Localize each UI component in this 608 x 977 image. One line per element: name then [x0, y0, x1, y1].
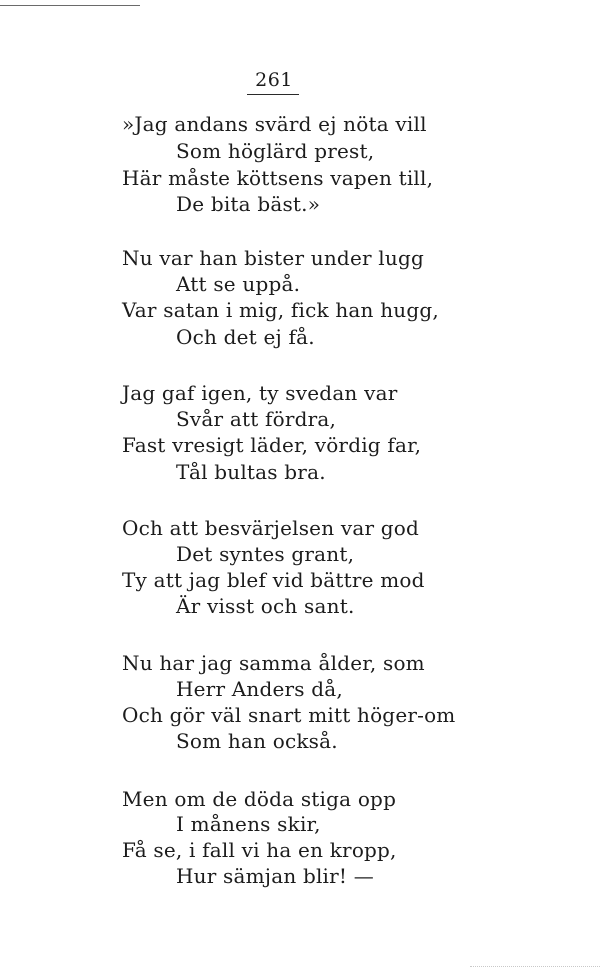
poem-line: Få se, i fall vi ha en kropp,	[122, 838, 397, 862]
poem-line: Och det ej få.	[176, 325, 315, 349]
poem-line: Nu har jag samma ålder, som	[122, 651, 425, 675]
poem-line: Är visst och sant.	[176, 594, 355, 618]
poem-line: Hur sämjan blir! —	[176, 864, 374, 888]
poem-line: Som han också.	[176, 729, 338, 753]
poem-line: Men om de döda stiga opp	[122, 787, 397, 811]
poem-line: Fast vresigt läder, vördig far,	[122, 433, 422, 457]
poem-line: Svår att fördra,	[176, 407, 337, 431]
poem-line: Var satan i mig, fick han hugg,	[122, 298, 439, 322]
poem-line: I månens skir,	[176, 812, 321, 836]
poem-line: Ty att jag blef vid bättre mod	[122, 568, 425, 592]
poem-line: Herr Anders då,	[176, 677, 343, 701]
scan-edge-mark	[470, 966, 600, 967]
poem-line: Och gör väl snart mitt höger-om	[122, 703, 456, 727]
poem-line: Här måste köttsens vapen till,	[122, 166, 434, 190]
poem-line: Nu var han bister under lugg	[122, 246, 424, 270]
poem-line: Det syntes grant,	[176, 542, 355, 566]
page-number: 261	[255, 69, 293, 91]
poem-line: De bita bäst.»	[176, 192, 321, 216]
poem-line: Som höglärd prest,	[176, 139, 375, 163]
poem-line: Tål bultas bra.	[176, 460, 326, 484]
poem-line: Att se uppå.	[176, 272, 301, 296]
poem-line: Och att besvärjelsen var god	[122, 516, 420, 540]
poem-line: Jag gaf igen, ty svedan var	[122, 381, 398, 405]
poem-line: »Jag andans svärd ej nöta vill	[122, 112, 427, 136]
